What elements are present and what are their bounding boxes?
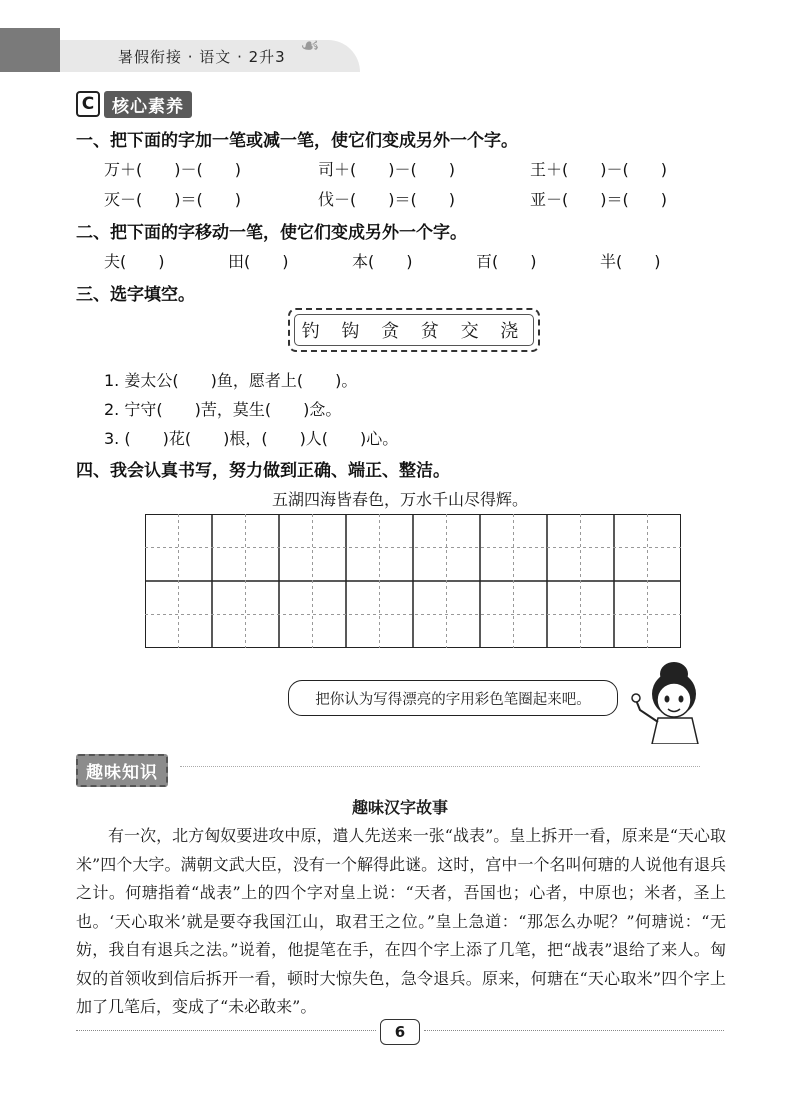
q2-title: 二、把下面的字移动一笔，使它们变成另外一个字。 [76, 223, 467, 243]
q3-title: 三、选字填空。 [76, 285, 195, 305]
header-tab [0, 28, 60, 72]
writing-grid-lines [145, 514, 681, 648]
fun-divider [180, 766, 700, 767]
q2-item: 田( ) [228, 252, 289, 271]
q2-item: 本( ) [352, 252, 413, 271]
q1-item: 万＋( )－( ) [104, 160, 241, 179]
girl-hand [632, 694, 640, 702]
speech-bubble: 把你认为写得漂亮的字用彩色笔圈起来吧。 [288, 680, 618, 716]
q1-item: 王＋( )－( ) [530, 160, 667, 179]
fun-knowledge-label: 趣味知识 [76, 754, 168, 787]
footer-line-right [424, 1030, 724, 1031]
section-letter: C [76, 91, 100, 117]
q1-item: 灭－( )＝( ) [104, 190, 241, 209]
q3-line: 3. ( )花( )根，( )人( )心。 [104, 429, 399, 448]
word-choice-box [288, 308, 540, 352]
q1-item: 伐－( )＝( ) [318, 190, 455, 209]
story-body [76, 822, 726, 1022]
story-paragraph: 有一次，北方匈奴要进攻中原，遣人先送来一张“战表”。皇上拆开一看，原来是“天心取米”四个大字。满朝文武大臣，没有一个解得此谜。这时，宫中一个名叫何瑭的人说他有退兵之计。何瑭指着“战表”上的四个字对皇上说：“天者，吾国也；心者，中原也；米者，圣上也。‘天心取米’就是要夺我国江山，取君王之位。”皇上急道：“那怎么办呢？”何瑭说：“无妨，我自有退兵之法。”说着，他提笔在手，在四个字上添了几笔，把“战表”退给了来人。匈奴的首领收到信后拆开一看，顿时大惊失色，急令退兵。原来，何瑭在“天心取米”四个字上加了几笔后，变成了“未必敢来”。 [76, 826, 726, 1016]
page-number: 6 [380, 1019, 420, 1045]
writing-grid [145, 514, 681, 648]
girl-eye-right [679, 696, 684, 703]
story-title: 趣味汉字故事 [351, 798, 448, 817]
q1-item: 亚－( )＝( ) [530, 190, 667, 209]
word-choices: 钓 钩 贪 贫 交 浇 [294, 314, 534, 346]
q2-item: 百( ) [476, 252, 537, 271]
girl-illustration [622, 652, 722, 744]
q2-item: 半( ) [600, 252, 661, 271]
header-ornament-icon: ☙ [300, 34, 320, 59]
q3-line: 2. 宁守( )苦，莫生( )念。 [104, 400, 342, 419]
girl-eye-left [665, 696, 670, 703]
q2-item: 夫( ) [104, 252, 165, 271]
section-title: 核心素养 [104, 91, 192, 118]
q1-title: 一、把下面的字加一笔或减一笔，使它们变成另外一个字。 [76, 131, 518, 151]
q1-item: 司＋( )－( ) [318, 160, 455, 179]
header-title: 暑假衔接 · 语文 · 2升3 [118, 48, 286, 66]
model-sentence: 五湖四海皆春色，万水千山尽得辉。 [271, 490, 528, 509]
footer-line-left [76, 1030, 376, 1031]
q4-title: 四、我会认真书写，努力做到正确、端正、整洁。 [76, 461, 450, 481]
girl-dress [652, 718, 698, 744]
q3-line: 1. 姜太公( )鱼，愿者上( )。 [104, 371, 358, 390]
section-badge [76, 92, 192, 116]
